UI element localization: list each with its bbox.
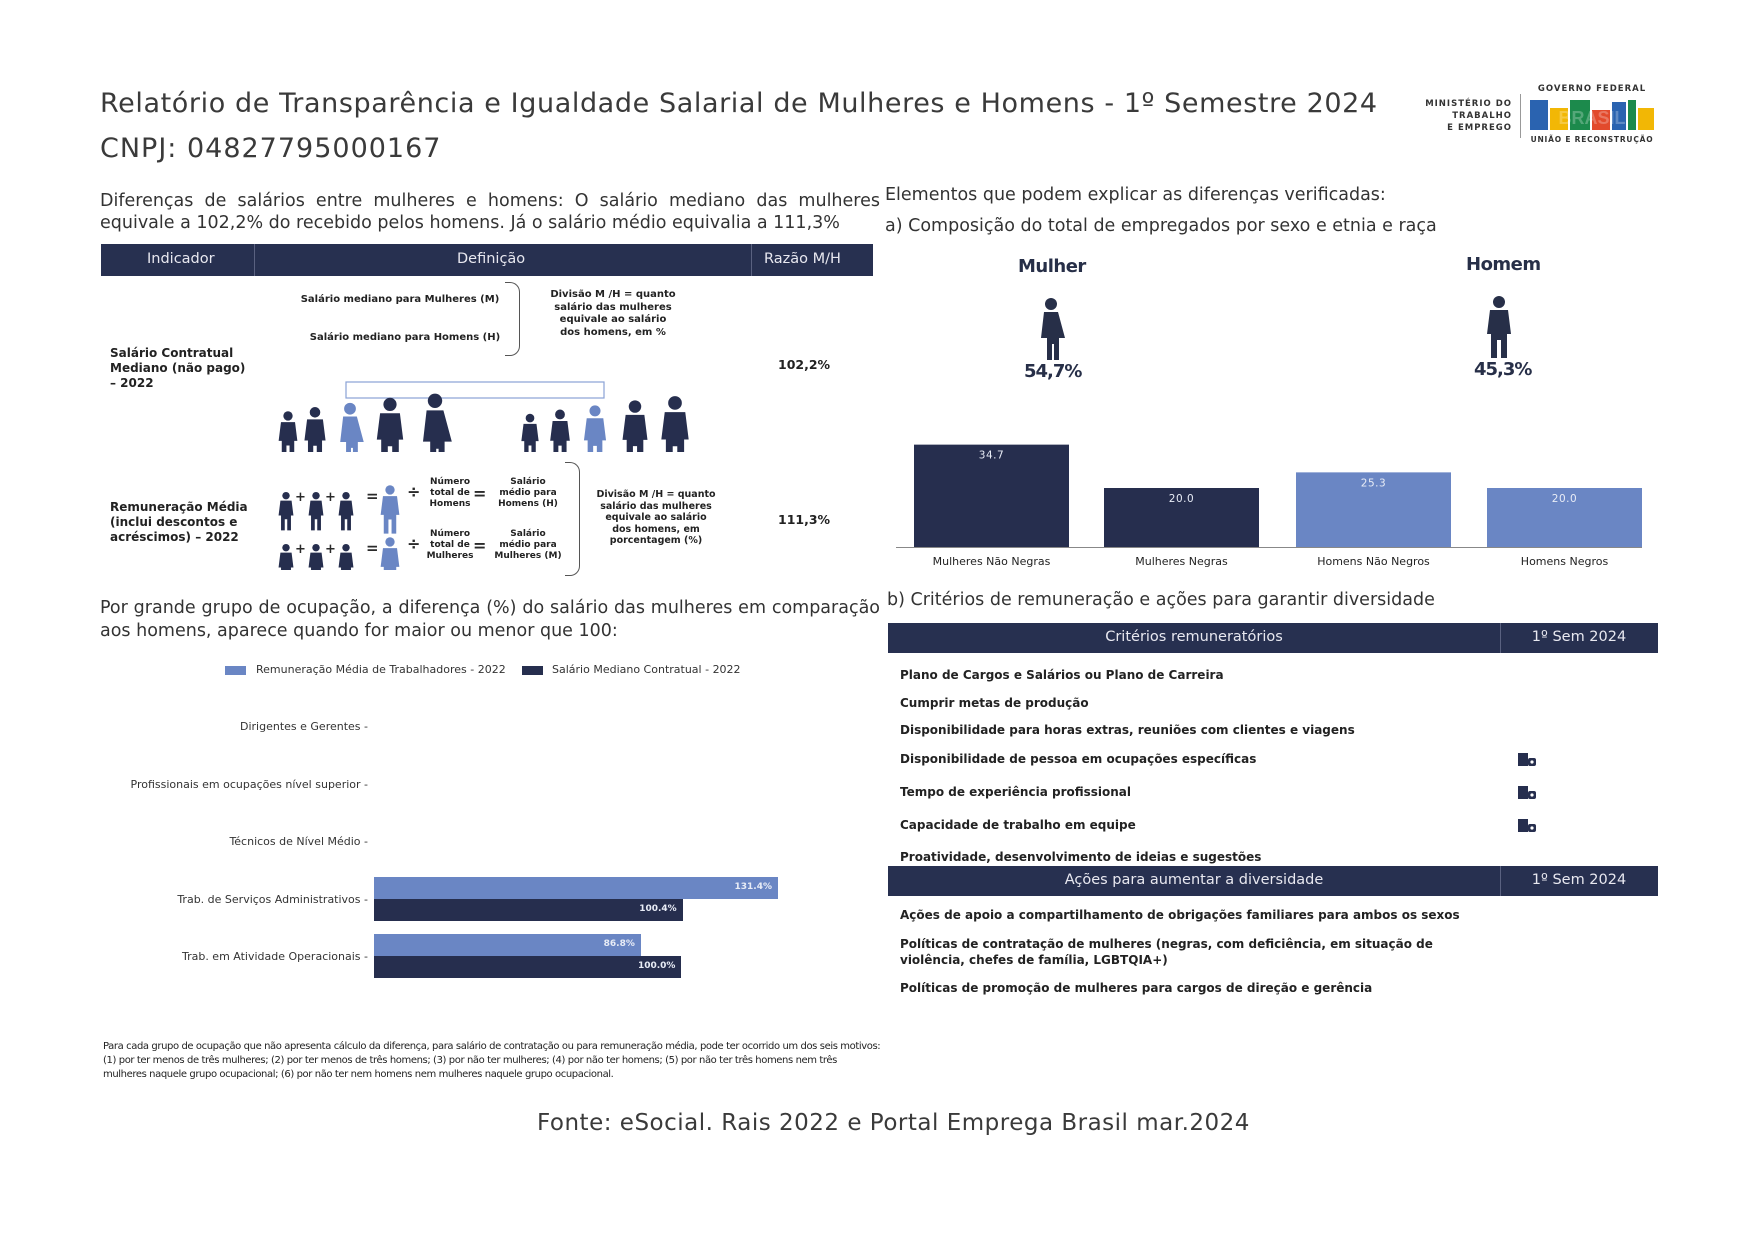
plus-sign: +: [295, 490, 306, 505]
category-label: Mulheres Negras: [1135, 555, 1228, 568]
category-label: Homens Negros: [1520, 555, 1609, 568]
occupation-bar-value: 86.8%: [603, 939, 635, 949]
indicator-table-header: [101, 244, 873, 276]
man-icon: [1484, 294, 1514, 358]
occupation-bar-value: 131.4%: [734, 882, 772, 892]
page-title: Relatório de Transparência e Igualdade Salarial de Mulheres e Homens - 1º Semestre 2024: [100, 88, 1378, 119]
composition-chart: [890, 420, 1650, 570]
sal-medio-homens: Salário médio para Homens (H): [498, 477, 558, 509]
num-total-homens: Número total de Homens: [429, 477, 471, 509]
occupation-label: Técnicos de Nível Médio -: [229, 835, 368, 848]
acao-item: Políticas de promoção de mulheres para cargos de direção e gerência: [900, 981, 1373, 995]
plus-sign: +: [325, 542, 336, 557]
equals-sign: =: [473, 484, 487, 503]
num-total-mulheres: Número total de Mulheres: [426, 529, 474, 561]
category-label: Homens Não Negros: [1317, 555, 1430, 568]
brasil-logo: [1528, 98, 1656, 134]
equals-sign: =: [366, 539, 379, 557]
def-salario-mediano-m: Salário mediano para Mulheres (M): [300, 294, 500, 305]
criterio-item: Disponibilidade de pessoa em ocupações específicas: [900, 752, 1257, 766]
criterio-item: Tempo de experiência profissional: [900, 785, 1132, 799]
row-remuneracao-media: Remuneração Média (inclui descontos e acréscimos) – 2022: [110, 500, 248, 544]
ratio-row1: 102,2%: [778, 357, 831, 372]
acao-item: Ações de apoio a compartilhamento de obrigações familiares para ambos os sexos: [900, 908, 1460, 922]
composition-heading: a) Composição do total de empregados por sexo e etnia e raça: [885, 216, 1437, 236]
occupation-label: Trab. em Atividade Operacionais -: [181, 950, 368, 963]
check-mark-icon: [1518, 753, 1538, 767]
acoes-semestre: 1º Sem 2024: [1531, 872, 1627, 888]
occupation-label: Profissionais em ocupações nível superior -: [130, 778, 368, 791]
criterio-item: Disponibilidade para horas extras, reuniões com clientes e viagens: [900, 723, 1355, 737]
acao-item: Políticas de contratação de mulheres (negras, com deficiência, em situação de violência, chefes de família, LGBTQIA+): [900, 937, 1433, 967]
homem-label: Homem: [1466, 254, 1541, 275]
division-row1: Divisão M /H = quanto salário das mulheres equivale ao salário dos homens, em %: [550, 289, 676, 338]
legend-remuneracao: Remuneração Média de Trabalhadores - 2022: [256, 663, 506, 676]
row-salario-contratual: Salário Contratual Mediano (não pago) – 2022: [110, 346, 246, 390]
salary-diff-intro: Diferenças de salários entre mulheres e homens: O salário mediano das mulheres equivale a 102,2% do recebido pelos homens. Já o salário médio equivalia a 111,3%: [100, 191, 880, 233]
legend-swatch-remuneracao: [225, 666, 246, 675]
criterio-item: Plano de Cargos e Salários ou Plano de Carreira: [900, 668, 1224, 682]
brace-row1: [505, 282, 520, 356]
occupation-bar: [374, 934, 641, 956]
svg-text:BRASIL: BRASIL: [1558, 108, 1626, 128]
criteria-heading: b) Critérios de remuneração e ações para garantir diversidade: [887, 590, 1435, 610]
division-row2: Divisão M /H = quanto salário das mulheres equivale ao salário dos homens, em porcentagem (%): [596, 489, 716, 546]
equals-sign: =: [473, 536, 487, 555]
people-formula-illustration: [272, 470, 412, 570]
occupation-label: Dirigentes e Gerentes -: [240, 720, 368, 733]
category-label: Mulheres Não Negras: [932, 555, 1051, 568]
plus-sign: +: [325, 490, 336, 505]
header-razao: Razão M/H: [764, 251, 841, 267]
occupation-bar-value: 100.4%: [639, 904, 677, 914]
divide-sign: ÷: [407, 482, 421, 501]
occupation-label: Trab. de Serviços Administrativos -: [177, 893, 368, 906]
occupation-bar-value: 100.0%: [637, 961, 676, 971]
occupation-bar: [374, 877, 778, 899]
header-definicao: Definição: [457, 251, 526, 267]
ratio-row2: 111,3%: [778, 512, 831, 527]
cnpj: CNPJ: 04827795000167: [100, 133, 442, 164]
mulher-label: Mulher: [1018, 256, 1086, 277]
people-illustration-row1: [270, 362, 710, 452]
bar-value-label: 20.0: [1551, 493, 1578, 505]
mulher-percent: 54,7%: [1024, 361, 1082, 382]
sal-medio-mulheres: Salário médio para Mulheres (M): [494, 529, 562, 561]
criterios-header: [888, 623, 1658, 653]
check-mark-icon: [1518, 819, 1538, 833]
source-footer: Fonte: eSocial. Rais 2022 e Portal Emprega Brasil mar.2024: [537, 1110, 1250, 1136]
criterio-item: Proatividade, desenvolvimento de ideias e sugestões: [900, 850, 1262, 864]
occupation-bar: [374, 956, 681, 978]
homem-percent: 45,3%: [1474, 359, 1532, 380]
legend-swatch-salario: [522, 666, 543, 675]
criterios-semestre: 1º Sem 2024: [1531, 629, 1627, 645]
criterio-item: Cumprir metas de produção: [900, 696, 1089, 710]
header-indicador: Indicador: [147, 251, 215, 267]
ministerio-logo: MINISTÉRIO DO TRABALHO E EMPREGO: [1425, 99, 1512, 133]
bar-value-label: 20.0: [1168, 493, 1195, 505]
uniao-reconstrucao-label: UNIÃO E RECONSTRUÇÃO: [1530, 135, 1654, 144]
logo-divider: [1520, 94, 1521, 138]
occupation-footnote: Para cada grupo de ocupação que não apresenta cálculo da diferença, para salário de contratação ou para remuneração média, pode ter ocorrido um dos seis motivos:(1) por ter menos de três mulheres; (2) por ter menos de três homens; (3) por não ter mulheres; (4) por não ter homens; (5) por não ter três homens nem três mulheres naquele grupo ocupacional; (6) por não ter nem homens nem mulheres naquele grupo ocupacional.: [103, 1041, 881, 1080]
acoes-header: [888, 866, 1658, 896]
occupation-bar: [374, 899, 683, 921]
bar-value-label: 34.7: [978, 449, 1005, 462]
legend-salario: Salário Mediano Contratual - 2022: [552, 663, 741, 676]
occupation-intro: Por grande grupo de ocupação, a diferença (%) do salário das mulheres em comparação aos homens, aparece quando for maior ou menor que 100:: [100, 598, 880, 641]
equals-sign: =: [366, 487, 379, 505]
criterio-item: Capacidade de trabalho em equipe: [900, 818, 1136, 832]
divide-sign: ÷: [407, 534, 421, 553]
brace-row2: [565, 462, 580, 576]
check-mark-icon: [1518, 786, 1538, 800]
def-salario-mediano-h: Salário mediano para Homens (H): [309, 332, 501, 343]
governo-federal-label: GOVERNO FEDERAL: [1537, 84, 1647, 94]
woman-icon: [1036, 296, 1066, 360]
acoes-title: Ações para aumentar a diversidade: [1064, 872, 1324, 888]
criterios-title: Critérios remuneratórios: [1105, 629, 1283, 645]
plus-sign: +: [295, 542, 306, 557]
bar-value-label: 25.3: [1360, 477, 1387, 490]
elements-heading: Elementos que podem explicar as diferenças verificadas:: [885, 185, 1386, 205]
